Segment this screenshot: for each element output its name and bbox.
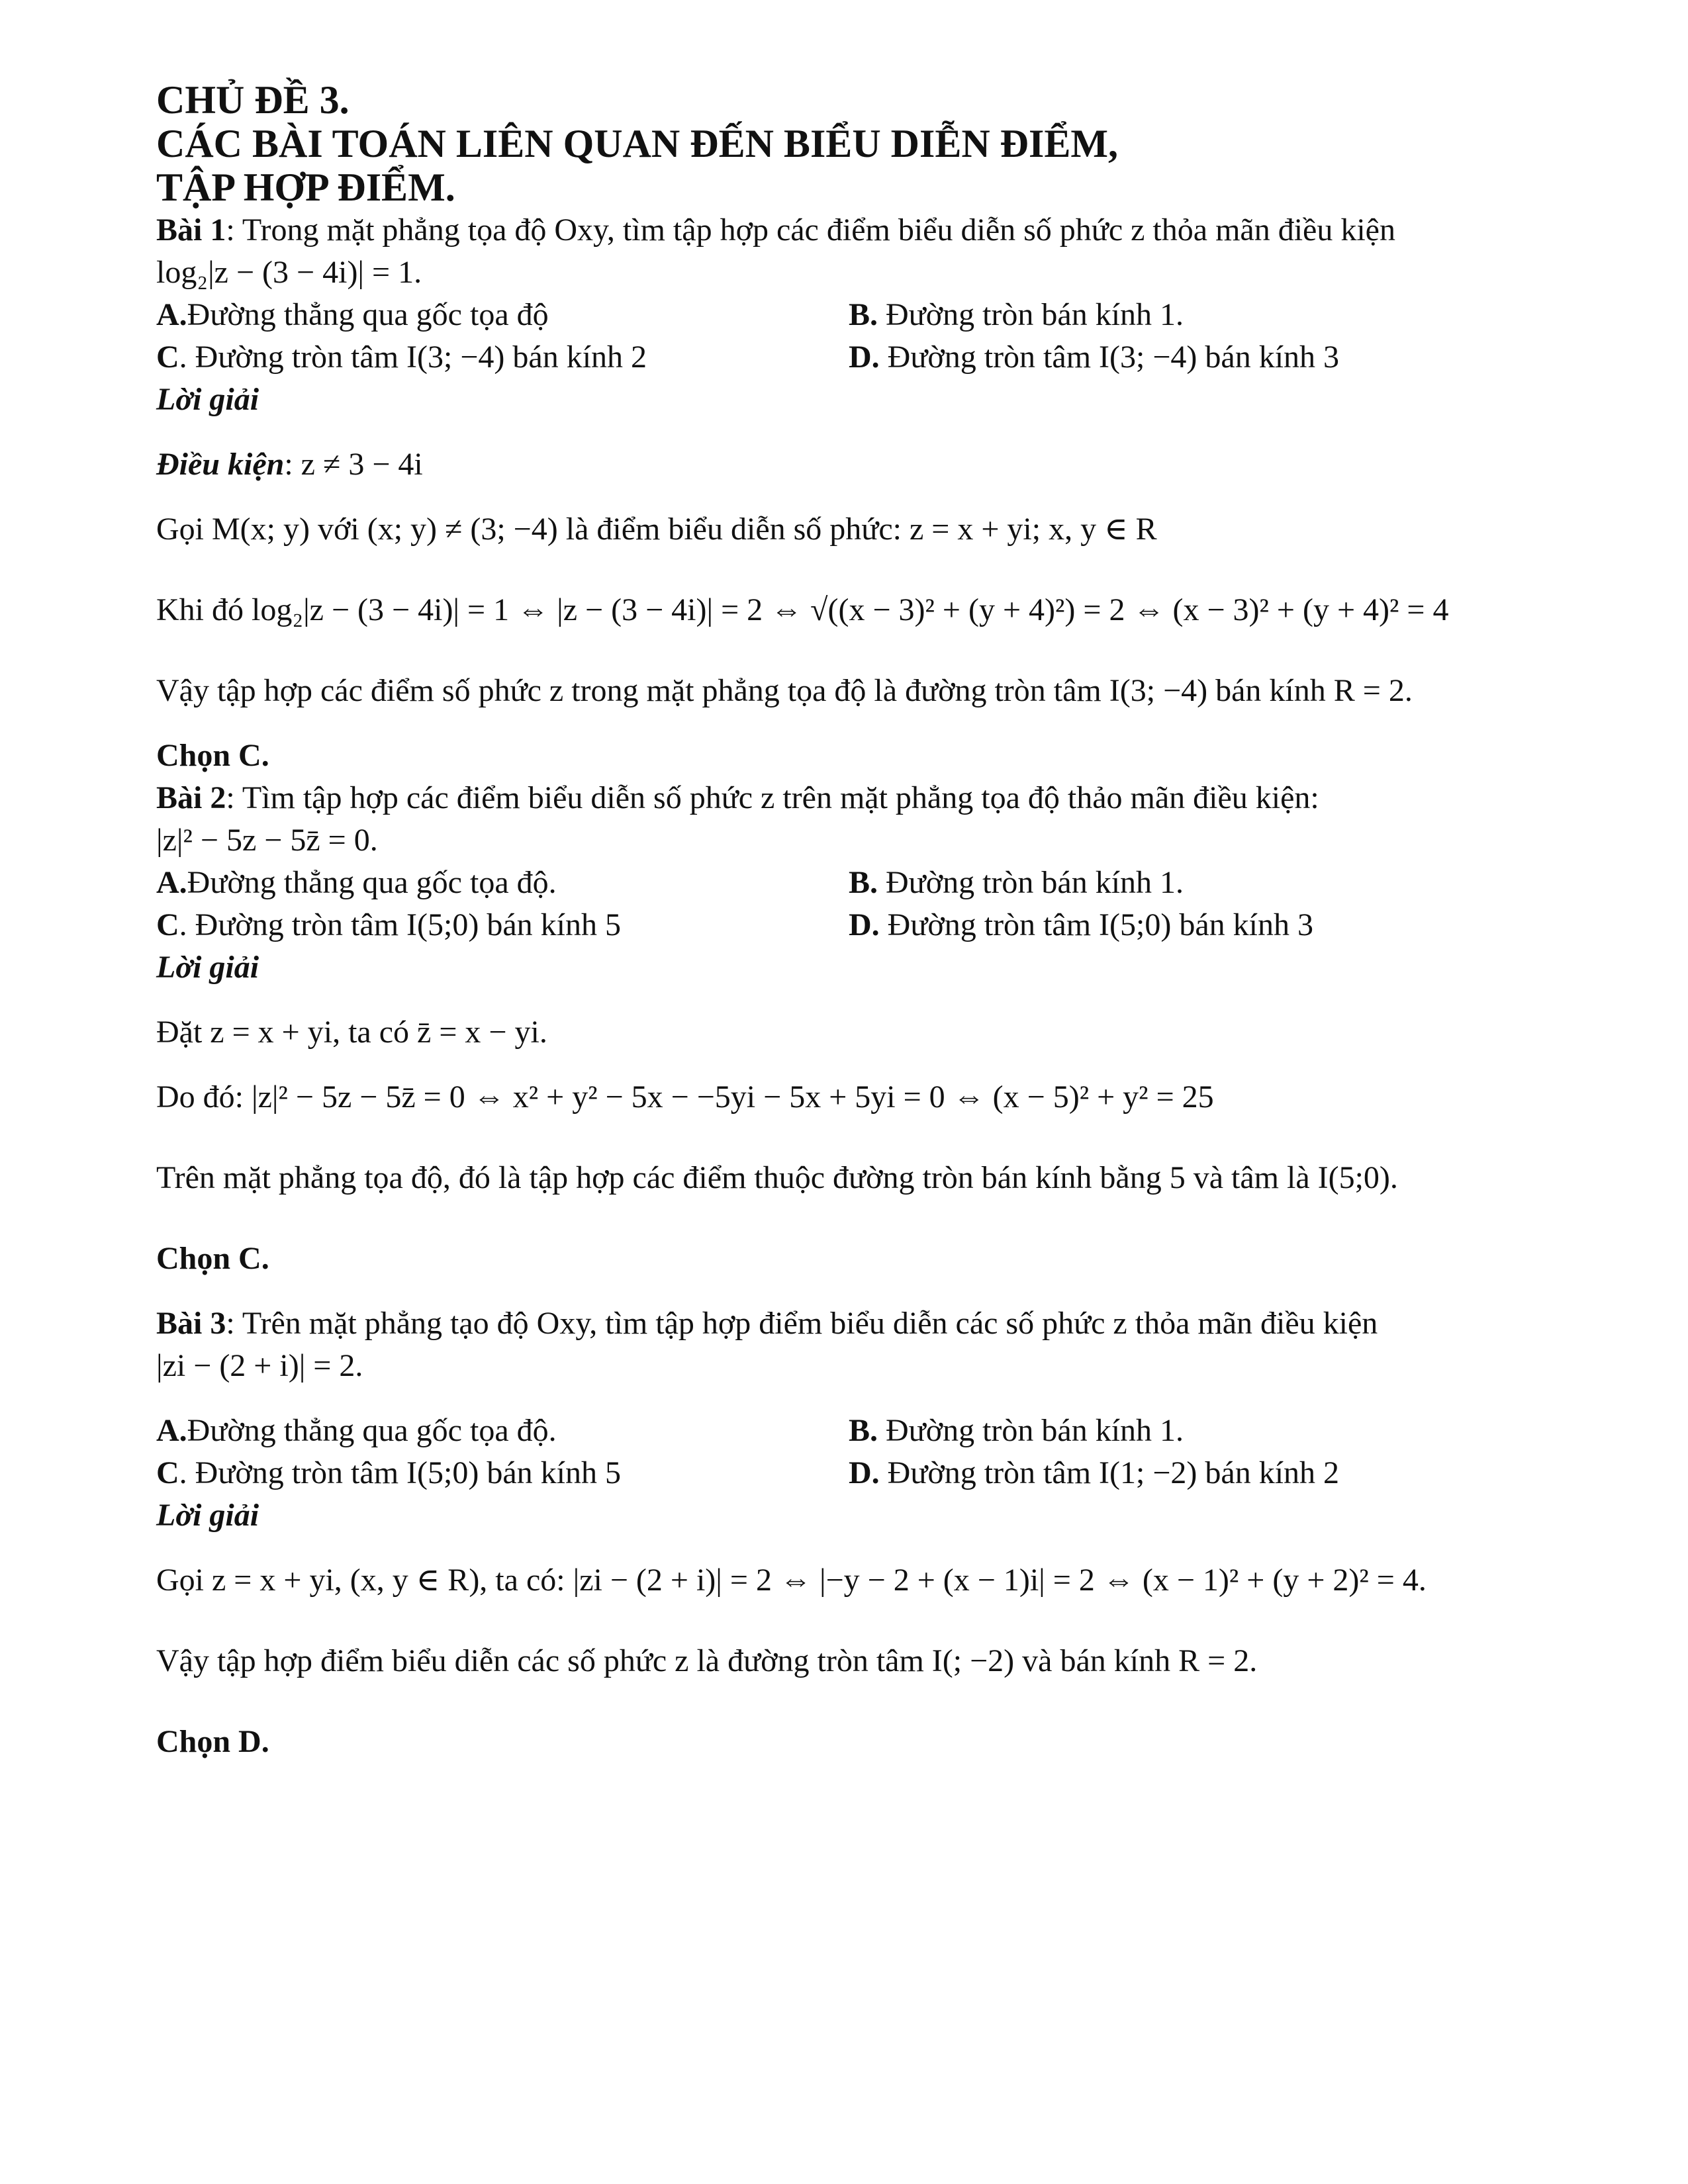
exercise-3 xyxy=(156,1302,1573,1763)
exercise-2-label: Bài 2 xyxy=(156,780,226,815)
exercise-3-options-row1 xyxy=(156,1410,1573,1452)
exercise-2-condition: |z|² − 5z − 5z̄ = 0. xyxy=(156,823,378,858)
exercise-2-option-c: C. Đường tròn tâm I(5;0) bán kính 5 xyxy=(156,907,621,942)
exercise-3-option-a: A.Đường thẳng qua gốc tọa độ. xyxy=(156,1413,557,1448)
exercise-2-options-row1 xyxy=(156,862,1573,904)
exercise-2-question: Bài 2: Tìm tập hợp các điểm biểu diễn số phức z trên mặt phẳng tọa độ thảo mãn điều kiện: xyxy=(156,780,1319,815)
exercise-2-step1: Đặt z = x + yi, ta có z̄ = x − yi. xyxy=(156,1015,547,1050)
exercise-1 xyxy=(156,209,1573,777)
exercise-1-answer: Chọn C. xyxy=(156,738,269,773)
chapter-title-line2: CÁC BÀI TOÁN LIÊN QUAN ĐẾN BIỂU DIỄN ĐIỂM, xyxy=(156,122,1119,165)
chapter-title-line3: TẬP HỢP ĐIỂM. xyxy=(156,165,455,209)
exercise-1-condition-note: Điều kiện: z ≠ 3 − 4i xyxy=(156,447,423,482)
exercise-1-option-d: D. Đường tròn tâm I(3; −4) bán kính 3 xyxy=(849,340,1340,375)
exercise-3-option-b: B. Đường tròn bán kính 1. xyxy=(849,1413,1184,1448)
document-page xyxy=(156,78,1573,1763)
exercise-3-option-c: C. Đường tròn tâm I(5;0) bán kính 5 xyxy=(156,1455,621,1490)
exercise-1-label: Bài 1 xyxy=(156,212,226,248)
exercise-1-question: Bài 1: Trong mặt phẳng tọa độ Oxy, tìm tập hợp các điểm biểu diễn số phức z thỏa mãn điều kiện xyxy=(156,212,1395,248)
exercise-2-solution-label: Lời giải xyxy=(156,950,259,985)
exercise-3-condition: |zi − (2 + i)| = 2. xyxy=(156,1348,363,1383)
exercise-1-step2: Khi đó log₂|z − (3 − 4i)| = 1 ⇔ |z − (3 − 4i)| = 2 ⇔ √((x − 3)² + (y + 4)²) = 2 ⇔ (x − 3)² + (y + 4)² = 4 xyxy=(156,592,1449,627)
exercise-2-step2: Do đó: |z|² − 5z − 5z̄ = 0 ⇔ x² + y² − 5x − −5yi − 5x + 5yi = 0 ⇔ (x − 5)² + y² = 25 xyxy=(156,1079,1214,1115)
exercise-2-option-a: A.Đường thẳng qua gốc tọa độ. xyxy=(156,865,557,900)
exercise-3-question: Bài 3: Trên mặt phẳng tạo độ Oxy, tìm tập hợp điểm biểu diễn các số phức z thỏa mãn điều kiện xyxy=(156,1306,1378,1341)
exercise-1-option-b: B. Đường tròn bán kính 1. xyxy=(849,297,1184,332)
exercise-3-answer: Chọn D. xyxy=(156,1724,269,1759)
exercise-3-option-d: D. Đường tròn tâm I(1; −2) bán kính 2 xyxy=(849,1455,1340,1490)
exercise-3-step2: Vậy tập hợp điểm biểu diễn các số phức z là đường tròn tâm I(; −2) và bán kính R = 2. xyxy=(156,1643,1258,1678)
exercise-1-options-row2 xyxy=(156,336,1573,379)
exercise-2-answer: Chọn C. xyxy=(156,1241,269,1276)
exercise-1-step3: Vậy tập hợp các điểm số phức z trong mặt phẳng tọa độ là đường tròn tâm I(3; −4) bán kính R = 2. xyxy=(156,673,1413,708)
exercise-1-condition: log₂|z − (3 − 4i)| = 1. xyxy=(156,255,422,290)
exercise-1-option-a: A.Đường thẳng qua gốc tọa độ xyxy=(156,297,549,332)
exercise-1-options-row1 xyxy=(156,294,1573,336)
exercise-1-solution-label: Lời giải xyxy=(156,382,259,417)
exercise-3-solution-label: Lời giải xyxy=(156,1498,259,1533)
exercise-2-step3: Trên mặt phẳng tọa độ, đó là tập hợp các điểm thuộc đường tròn bán kính bằng 5 và tâm là I(5;0). xyxy=(156,1160,1398,1195)
exercise-2-option-d: D. Đường tròn tâm I(5;0) bán kính 3 xyxy=(849,907,1313,942)
chapter-title xyxy=(156,78,1573,209)
exercise-1-option-c: C. Đường tròn tâm I(3; −4) bán kính 2 xyxy=(156,340,647,375)
exercise-3-options-row2 xyxy=(156,1452,1573,1494)
chapter-title-line1: CHỦ ĐỀ 3. xyxy=(156,78,350,122)
exercise-2-options-row2 xyxy=(156,904,1573,946)
exercise-2 xyxy=(156,777,1573,1280)
exercise-1-step1: Gọi M(x; y) với (x; y) ≠ (3; −4) là điểm biểu diễn số phức: z = x + yi; x, y ∈ R xyxy=(156,512,1157,547)
exercise-3-label: Bài 3 xyxy=(156,1306,226,1341)
exercise-3-step1: Gọi z = x + yi, (x, y ∈ R), ta có: |zi − (2 + i)| = 2 ⇔ |−y − 2 + (x − 1)i| = 2 ⇔ (x − 1)² + (y + 2)² = 4. xyxy=(156,1563,1427,1598)
exercise-2-option-b: B. Đường tròn bán kính 1. xyxy=(849,865,1184,900)
